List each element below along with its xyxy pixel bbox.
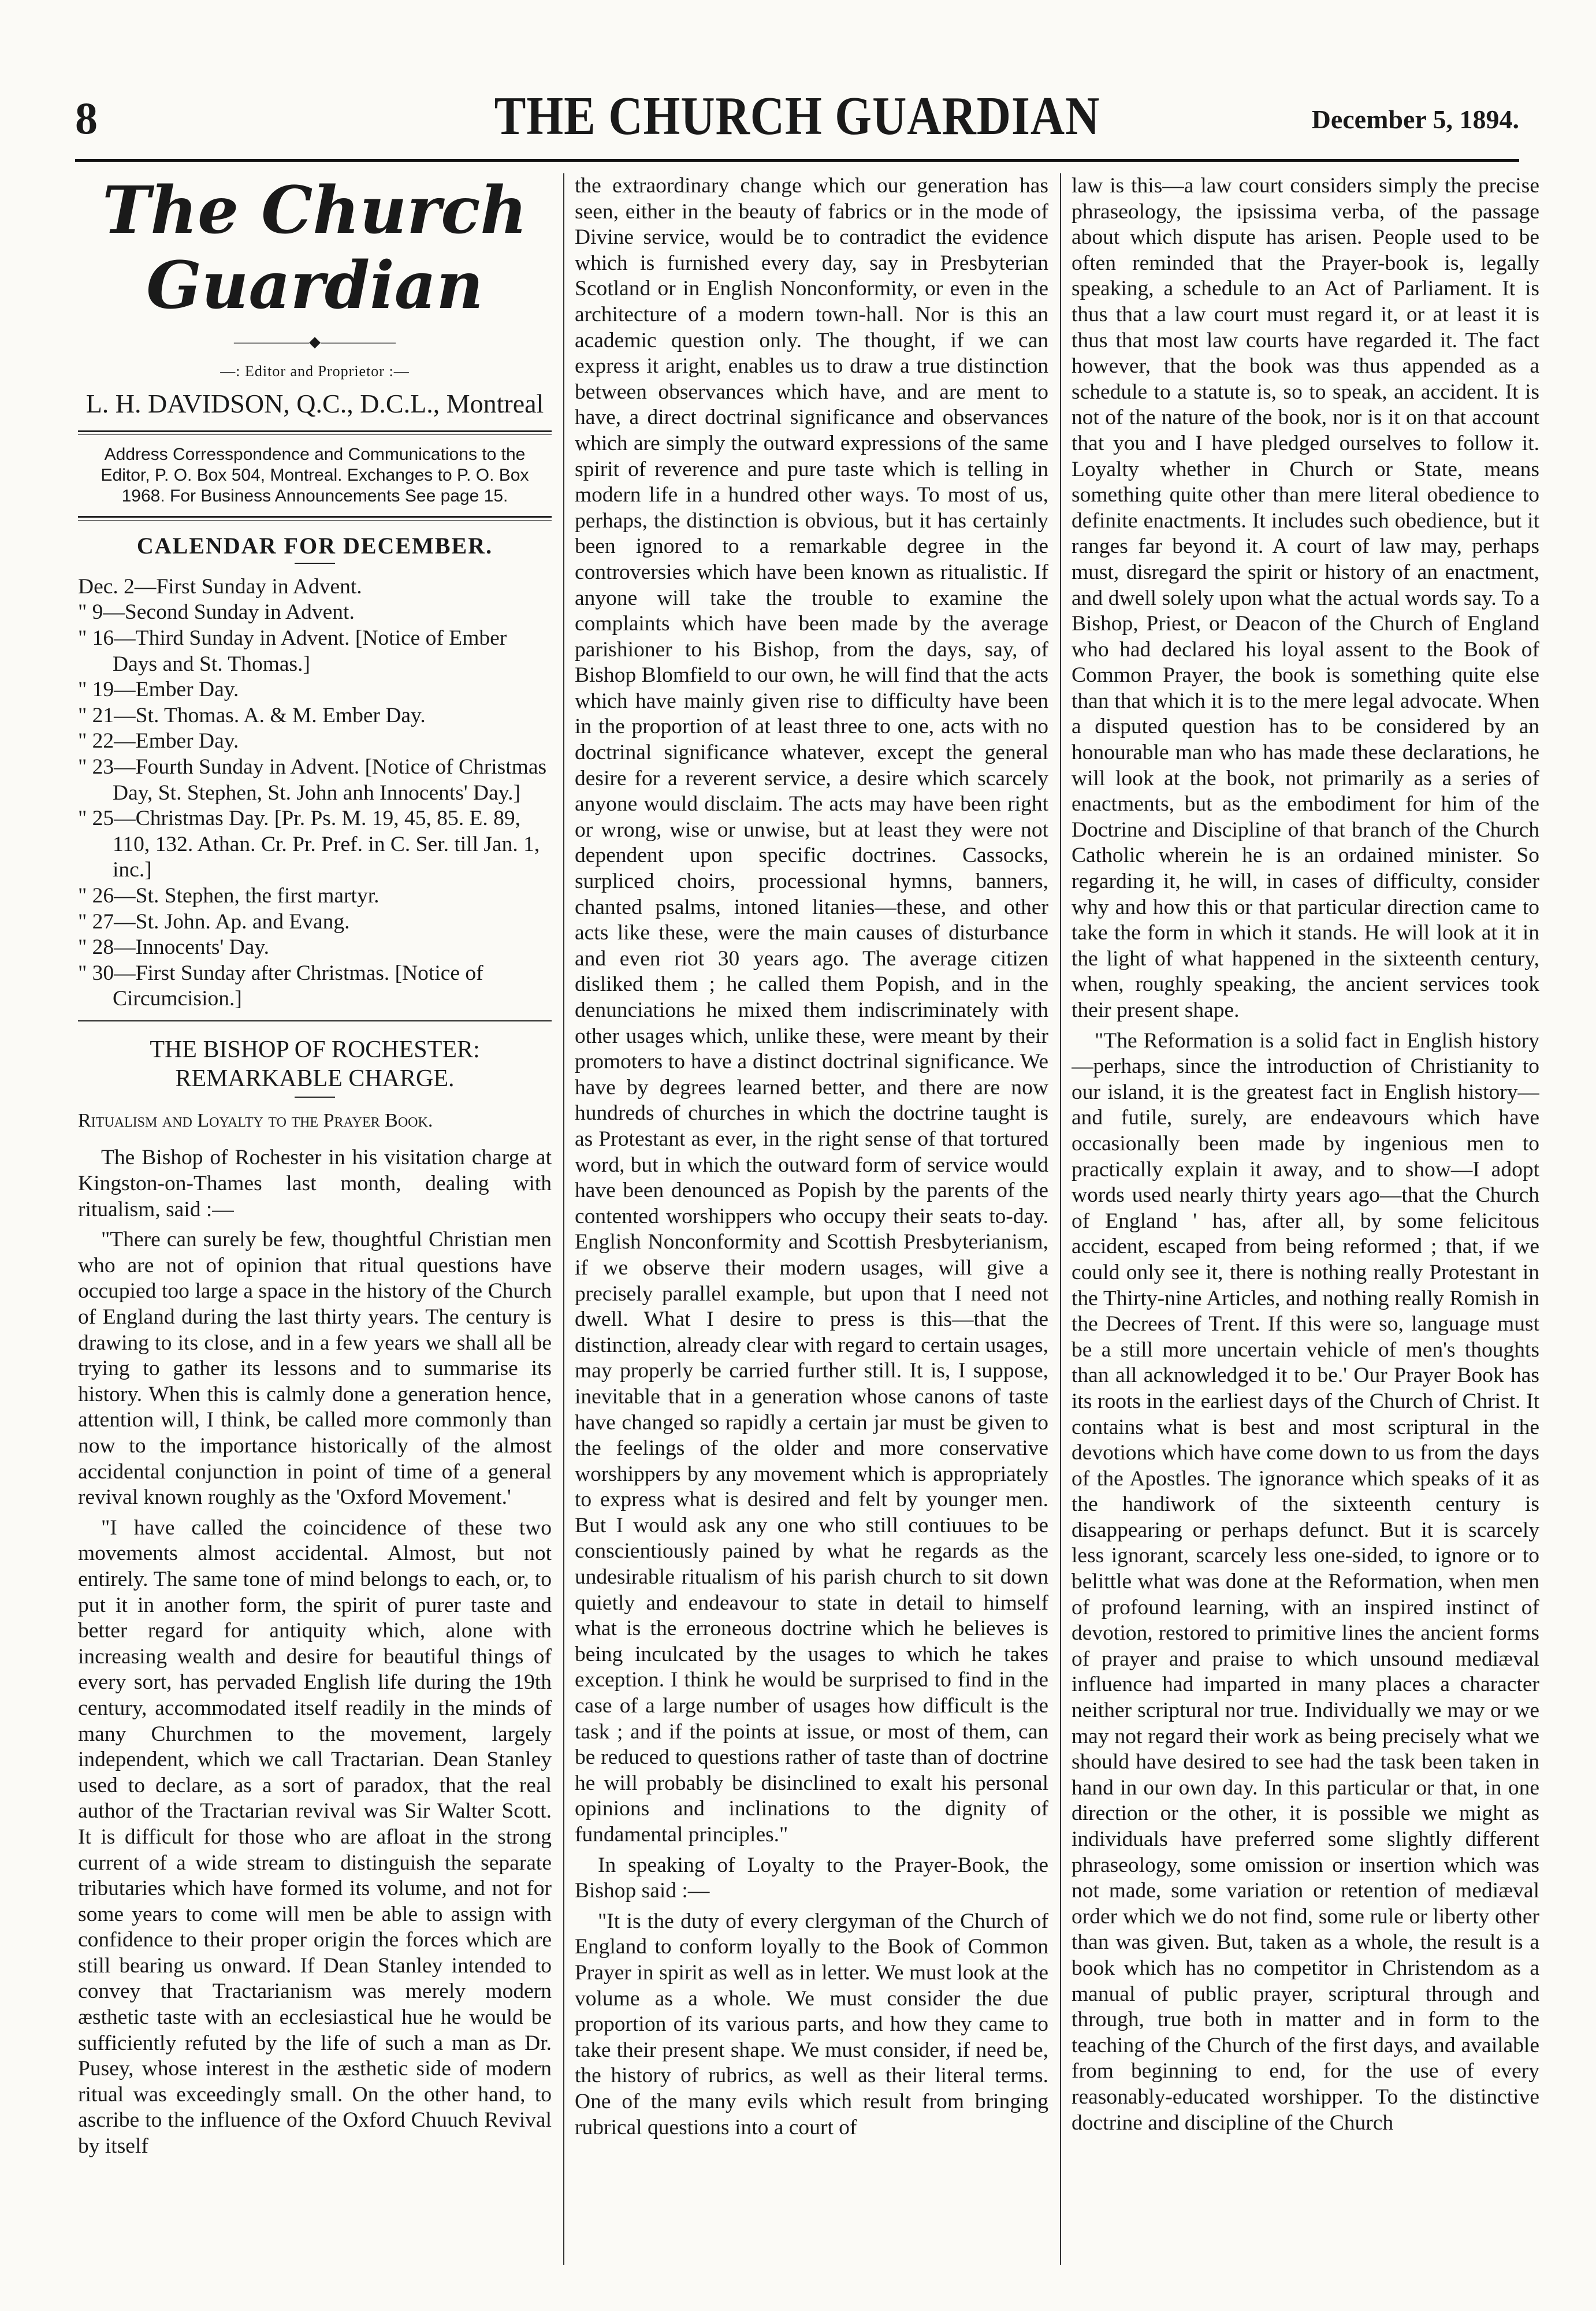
header-rule [75,159,1519,162]
calendar-item: " 16—Third Sunday in Advent. [Notice of Ember Days and St. Thomas.] [78,626,507,676]
column-2 [575,173,1048,2265]
address-note: Address Corresspondence and Communications to the Editor, P. O. Box 504, Montreal. Exchanges to P. O. Box 1968. For Business Announcements See page 15. [101,445,529,506]
column-1 [78,173,552,2265]
issue-date: December 5, 1894. [1311,105,1519,134]
calendar-item: Dec. 2—First Sunday in Advent. [78,574,362,599]
column-3 [1072,173,1539,2265]
calendar-item: " 26—St. Stephen, the first martyr. [78,883,380,908]
page-number: 8 [75,93,98,143]
calendar-item: " 22—Ember Day. [78,729,239,753]
page-header [75,87,1519,156]
editor-label: —: Editor and Proprietor :— [220,362,410,380]
article-paragraph: "There can surely be few, thoughtful Christian men who are not of opinion that ritual questions have occupied too large a space in the history of the Church of England during the last thirty years. The century is drawing to its close, and in a few years we shall all be trying to gather its lessons and to summarise its history. When this is calmly done a generation hence, attention will, I think, be called more commonly than now to the importance historically of the almost accidental conjunction in point of time of a general revival known roughly as the 'Oxford Movement.' [78,1228,552,1510]
divider [295,1097,335,1098]
calendar-item: " 19—Ember Day. [78,678,239,702]
article-title: THE BISHOP OF ROCHESTER: REMARKABLE CHARGE. [150,1036,480,1092]
calendar-title: CALENDAR FOR DECEMBER. [136,533,493,559]
ornament: —————◆————— [234,333,396,350]
article-subtitle: Ritualism and Loyalty to the Prayer Book. [78,1109,433,1131]
editor-name: L. H. DAVIDSON, Q.C., D.C.L., Montreal [85,389,544,419]
calendar-item: " 28—Innocents' Day. [78,935,270,960]
article-paragraph: law is this—a law court considers simply the precise phraseology, the ipsissima verba, of the passage about which dispute has arisen. People used to be often reminded that the Prayer-book is, legally speaking, a schedule to an Act of Parliament. It is thus that a law court must regard it, or at least it is thus that most law courts have regarded it. The fact however, that the book was thus appended as a schedule to a statute is, so to speak, an accident. It is not of the nature of the book, nor is it on that account that you and I have pledged ourselves to follow it. Loyalty whether in Church or State, means something quite other than mere literal obedience to definite enactments. It includes such obedience, but it ranges far beyond it. A court of law may, perhaps must, disregard the spirit or history of an enactment, and dwell solely upon what the actual words say. To a Bishop, Priest, or Deacon of the Church of England who had declared his loyal assent to the Book of Common Prayer, the book is something quite else than that which it is to the mere legal advocate. When a disputed question has to be considered by an honourable man who has made these declarations, he will look at the book, not primarily as a series of enactments, but as the embodiment for him of the Doctrine and Discipline of that branch of the Church Catholic wherein he is an ordained minister. So regarding it, he will, in cases of difficulty, consider why and how this or that particular direction came to take the form in which it stands. He will look at it in the light of what happened in the sixteenth century, when, roughly speaking, the ancient services took their present shape. [1072,174,1539,1022]
calendar-item: " 30—First Sunday after Christmas. [Notice of Circumcision.] [78,961,483,1011]
calendar-item: " 23—Fourth Sunday in Advent. [Notice of Christmas Day, St. Stephen, St. John anh Innocents' Day.] [78,755,547,805]
newspaper-title: THE CHURCH GUARDIAN [494,86,1100,146]
article-paragraph: "The Reformation is a solid fact in English history—perhaps, since the introduction of Christianity to our island, it is the greatest fact in English history—and futile, surely, are endeavours which have occasionally been made by ingenious men to practically explain it away, and to show—I adopt words used nearly thirty years ago—that the Church of England ' has, after all, by some felicitous accident, escaped from being reformed ; that, if we could only see it, there is nothing really Protestant in the Thirty-nine Articles, and nothing really Romish in the Decrees of Trent. If this were so, language must be a still more uncertain vehicle of men's thoughts than all acknowledged it to be.' Our Prayer Book has its roots in the earliest days of the Church of Christ. It contains what is best and most scriptural in the devotions which have come down to us from the days of the Apostles. The ignorance which speaks of it as the handiwork of the sixteenth century is disappearing or perhaps defunct. But it is scarcely less ignorant, scarcely less one-sided, to ignore or to belittle what was done at the Reformation, when men of profound learning, with an inspired instinct of devotion, restored to primitive lines the ancient forms of prayer and praise to which unsound mediæval influence had imparted in many places a character neither scriptural nor true. Individually we may or we may not regard their work as being precisely what we should have desired to see had the task been taken in hand in our own day. In this particular or that, in one direction or the other, it is possible we might as individuals have preferred some slightly different phraseology, some omission or insertion which was not made, some variation or retention of mediæval order which we do not find, some rule or liberty other than was given. But, taken as a whole, the result is a book which has no competitor in Christendom as a manual of public prayer, scriptural through and through, true both in matter and in form to the teaching of the Church of the first days, and available from beginning to end, for the use of every reasonably-educated worshipper. To the distinctive doctrine and discipline of the Church [1072,1028,1539,2135]
article-paragraph: "It is the duty of every clergyman of the Church of England to conform loyally to the Book of Common Prayer in spirit as well as in letter. We must look at the volume as a whole. We must consider the due proportion of its various parts, and how they came to take their present shape. We must consider, if need be, the history of rubrics, as well as their literal terms. One of the many evils which result from bringing rubrical questions into a court of [575,1909,1048,2139]
calendar-item: " 27—St. John. Ap. and Evang. [78,909,350,934]
calendar-item: " 21—St. Thomas. A. & M. Ember Day. [78,703,426,727]
divider [78,1020,552,1021]
column-divider [1060,173,1061,2265]
article-paragraph: In speaking of Loyalty to the Prayer-Book, the Bishop said :— [575,1853,1048,1903]
divider [78,516,552,521]
article-paragraph: the extraordinary change which our generation has seen, either in the beauty of fabrics or in the mode of Divine service, would be to contradict the evidence which is furnished every day, say in Presbyterian Scotland or in English Nonconformity, or even in the architecture of a modern town-hall. Nor is this an academic question only. The thought, if we can express it aright, enables us to draw a true distinction between observances which have, and are ment to have, a direct doctrinal significance and observances which are simply the outward expressions of the same spirit of reverence and pure taste which is telling in modern life in a hundred other ways. To most of us, perhaps, the distinction is obvious, but it has certainly been ignored to a remarkable degree in the controversies which have been known as ritualistic. If anyone will take the trouble to examine the complaints which have been made by the average parishioner to his Bishop, from the days, say, of Bishop Blomfield to our own, he will find that the acts which have mainly given rise to difficulty have been in the proportion of at least three to one, acts with no doctrinal significance whatever, except the general desire for a reverent service, a desire which scarcely anyone would disclaim. The acts may have been right or wrong, wise or unwise, but at least they were not dependent upon specific doctrines. Cassocks, surpliced choirs, processional hymns, banners, chanted psalms, intoned litanies—these, and other acts like these, were the main causes of disturbance and even riot 30 years ago. The average citizen disliked them ; he called them Popish, and in the denunciations he mixed them indiscriminately with other usages which, unlike these, were meant by their promoters to have a distinct doctrinal significance. We have by degrees learned better, and there are now hundreds of churches in which the doctrine taught is as Protestant as ever, in the right sense of that tortured word, but in which the outward form of service would have been denounced as Popish by the parents of the contented worshippers who occupy their seats to-day. English Nonconformity and Scottish Presbyterianism, if we observe their modern usages, will give a precisely parallel example, but upon that I need not dwell. What I desire to press is this—that the distinction, already clear with regard to certain usages, may properly be carried further still. It is, I suppose, inevitable that in a generation whose canons of taste have changed so rapidly a certain jar must be given to the feelings of the older and more conservative worshippers by any movement which is appropriately to express what is desired and felt by younger men. But I would ask any one who still contiuues to be conscientiously pained by what he regards as the undesirable ritualism of his parish church to sit down quietly and endeavour to state in detail to himself what is the erroneous doctrine which he believes is being inculcated by the usages to which he takes exception. I think he would be surprised to find in the case of a large number of usages how difficult is the task ; and if the points at issue, or most of them, can be reduced to questions rather of taste than of doctrine he will probably be disinclined to exalt his personal opinions and inclinations to the dignity of fundamental principles." [575,174,1048,1846]
divider [78,430,552,435]
column-divider [563,173,564,2265]
masthead-title: The Church Guardian [102,173,527,324]
article-paragraph: The Bishop of Rochester in his visitation charge at Kingston-on-Thames last month, dealing with ritualism, said :— [78,1146,552,1221]
calendar-item: " 9—Second Sunday in Advent. [78,600,355,625]
calendar-item: " 25—Christmas Day. [Pr. Ps. M. 19, 45, 85. E. 89, 110, 132. Athan. Cr. Pr. Pref. in C. Ser. till Jan. 1, inc.] [78,807,540,882]
calendar-list [78,574,552,1012]
article-paragraph: "I have called the coincidence of these two movements almost accidental. Almost, but not entirely. The same tone of mind belongs to each, or, to put it in another form, the spirit of purer taste and better regard for antiquity which, alone with increasing wealth and desire for beautiful things of every sort, has pervaded English life during the 19th century, accommodated itself readily in the minds of many Churchmen to the movement, largely independent, which we call Tractarian. Dean Stanley used to declare, as a sort of paradox, that the real author of the Tractarian revival was Sir Walter Scott. It is difficult for those who are afloat in the strong current of a wide stream to distinguish the separate tributaries which have formed its volume, and not for some years to come will men be able to assign with confidence to their proper origin the forces which are still bearing us onward. If Dean Stanley intended to convey that Tractarianism was merely modern æsthetic taste with an ecclesiastical hue he would be sufficiently refuted by the life of such a man as Dr. Pusey, whose interest in the æsthetic side of modern ritual was exceedingly small. On the other hand, to ascribe to the influence of the Oxford Chuuch Revival by itself [78,1515,552,2158]
divider [295,563,335,564]
